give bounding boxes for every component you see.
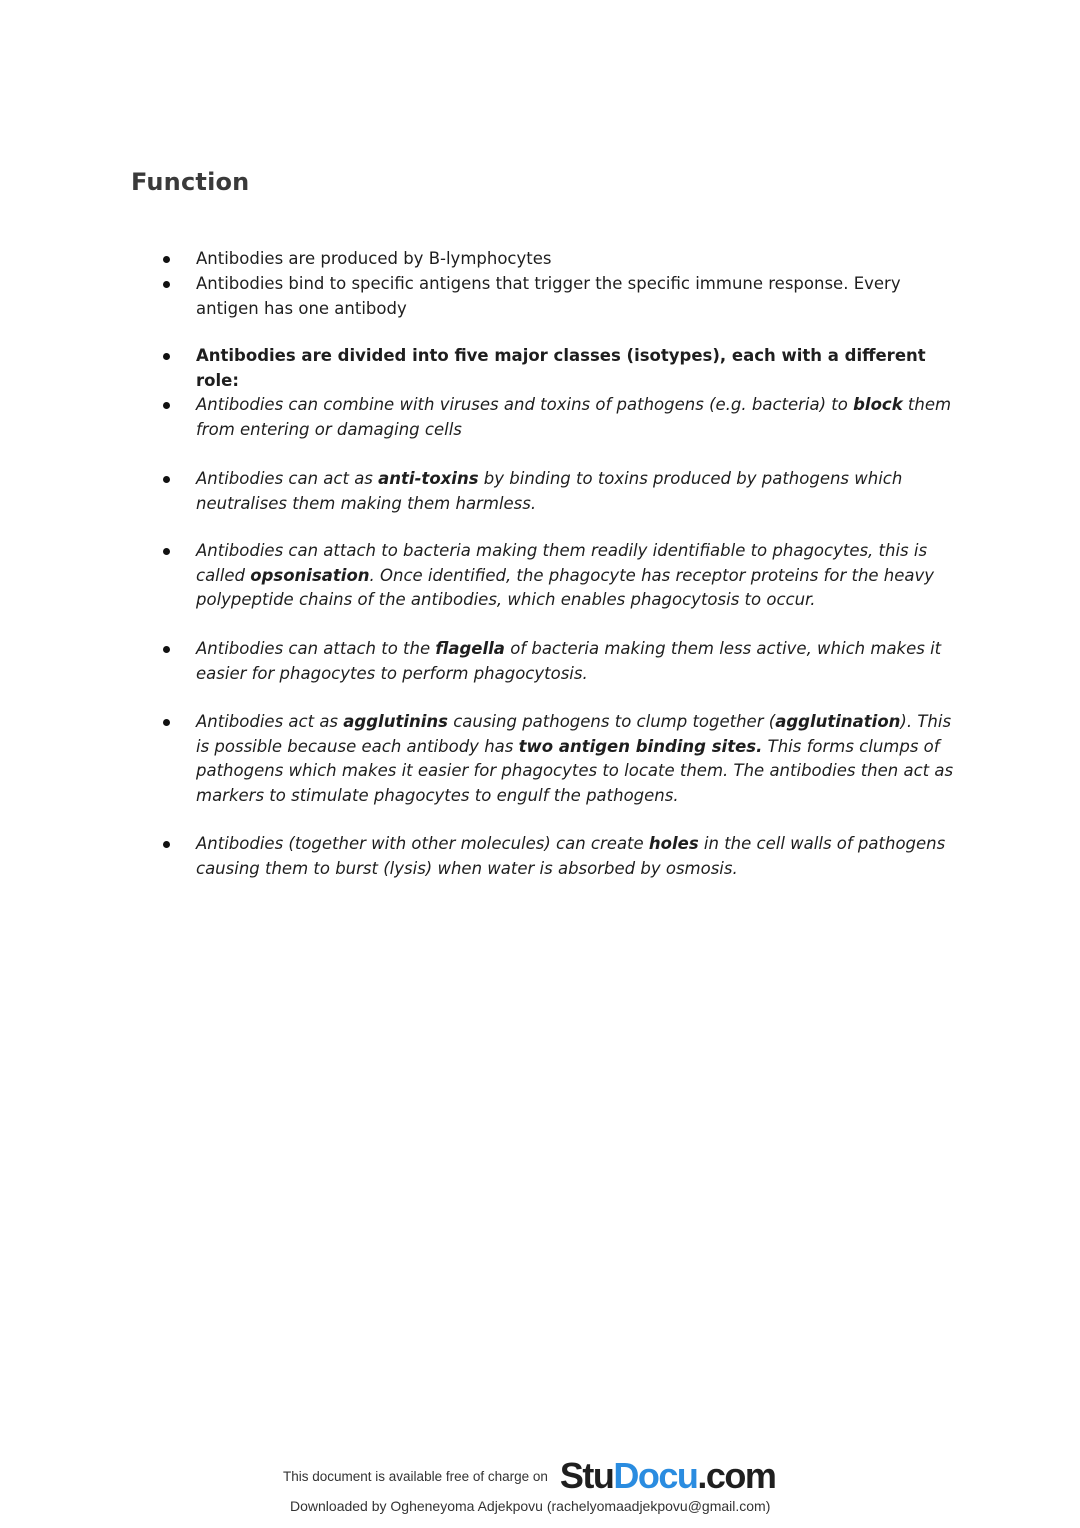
bullet-point (163, 476, 170, 483)
bullet-point (163, 719, 170, 726)
bullet-point (163, 548, 170, 555)
list-item-2: Antibodies bind to specific antigens that trigger the specific immune response. Every antigen has one antibody (196, 274, 901, 318)
bullet-point (163, 402, 170, 409)
bullet-point (163, 353, 170, 360)
bullet-point (163, 841, 170, 848)
list-item-9: Antibodies (together with other molecules) can create holes in the cell walls of pathogens causing them to burst (lysis) when water is absorbed by osmosis. (196, 834, 946, 878)
list-item-4: Antibodies can combine with viruses and toxins of pathogens (e.g. bacteria) to block them from entering or damaging cells (196, 395, 952, 439)
list-item-1: Antibodies are produced by B-lymphocytes (196, 249, 552, 268)
bullet-point (163, 281, 170, 288)
bullet-point (163, 646, 170, 653)
availability-text: This document is available free of charge on (283, 1468, 548, 1484)
list-item-8: Antibodies act as agglutinins causing pathogens to clump together (agglutination). This is possible because each antibody has two antigen binding sites. This forms clumps of pathogens which makes it easier for phagocytes to locate them. The antibodies then act as markers to stimulate phagocytes to engulf the pathogens. (196, 712, 954, 805)
footer-availability (283, 1456, 775, 1496)
list-item-5: Antibodies can act as anti-toxins by binding to toxins produced by pathogens which neutralises them making them harmless. (196, 469, 903, 513)
list-item-6: Antibodies can attach to bacteria making them readily identifiable to phagocytes, this is called opsonisation. Once identified, the phagocyte has receptor proteins for the heavy polypeptide chains of the antibodies, which enables phagocytosis to occur. (196, 541, 935, 609)
studocu-logo[interactable]: StuDocu.com (559, 1455, 776, 1496)
list-item-7: Antibodies can attach to the flagella of bacteria making them less active, which makes it easier for phagocytes to perform phagocytosis. (196, 639, 942, 683)
list-item-3: Antibodies are divided into five major classes (isotypes), each with a different role: (196, 346, 926, 390)
download-info: Downloaded by Ogheneyoma Adjekpovu (rachelyomaadjekpovu@gmail.com) (290, 1498, 771, 1514)
section-heading: Function (131, 168, 250, 196)
bullet-point (163, 256, 170, 263)
